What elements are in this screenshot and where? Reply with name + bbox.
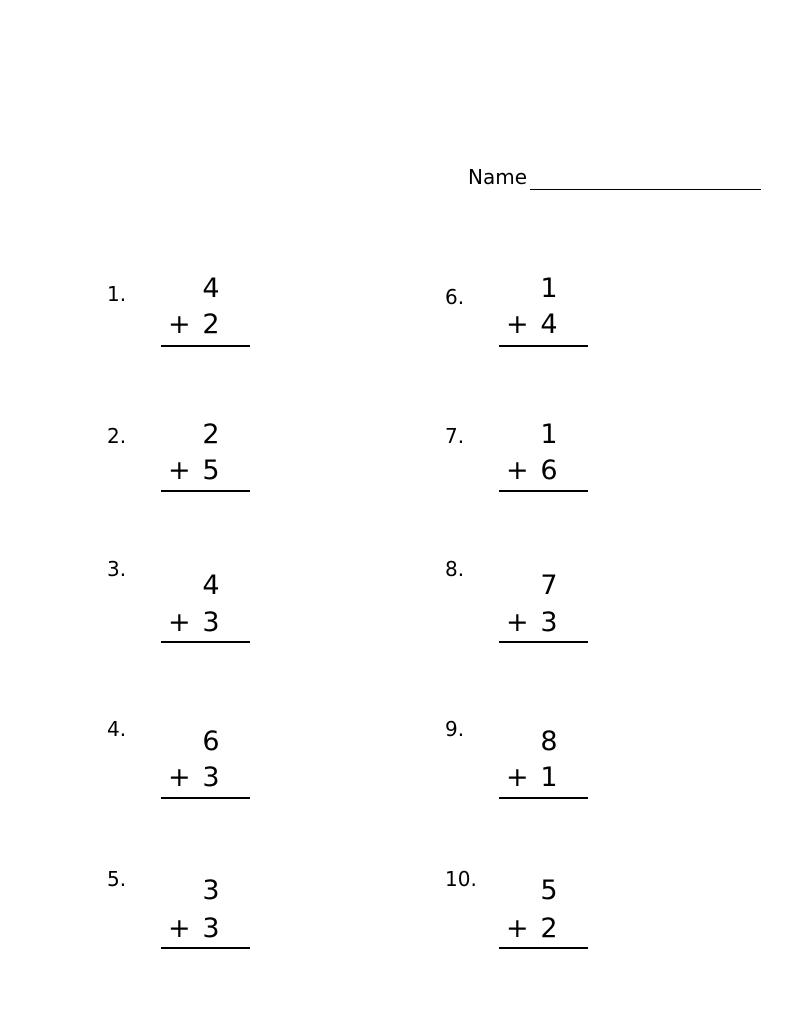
top-addend: 3 <box>202 875 220 906</box>
problem-number: 1. <box>107 282 127 306</box>
plus-sign: + <box>168 913 191 944</box>
top-addend: 6 <box>202 726 220 757</box>
problem-number: 7. <box>445 424 465 448</box>
name-label: Name <box>468 165 528 189</box>
problem-number: 4. <box>107 717 127 741</box>
problem-number: 8. <box>445 557 465 581</box>
plus-sign: + <box>506 309 529 340</box>
answer-line[interactable] <box>161 490 250 492</box>
plus-sign: + <box>506 455 529 486</box>
bottom-addend: 3 <box>202 762 220 793</box>
problem-number: 5. <box>107 867 127 891</box>
name-field-line[interactable] <box>530 189 761 190</box>
plus-sign: + <box>506 607 529 638</box>
answer-line[interactable] <box>161 345 250 347</box>
bottom-addend: 4 <box>540 309 558 340</box>
top-addend: 4 <box>202 273 220 304</box>
top-addend: 8 <box>540 726 558 757</box>
problem-5 <box>107 867 307 987</box>
answer-line[interactable] <box>161 947 250 949</box>
answer-line[interactable] <box>161 641 250 643</box>
problem-number: 3. <box>107 557 127 581</box>
bottom-addend: 3 <box>540 607 558 638</box>
problem-2 <box>107 419 307 544</box>
problem-number: 2. <box>107 424 127 448</box>
bottom-addend: 2 <box>540 913 558 944</box>
problem-7 <box>445 419 645 544</box>
answer-line[interactable] <box>499 947 588 949</box>
top-addend: 7 <box>540 570 558 601</box>
bottom-addend: 6 <box>540 455 558 486</box>
answer-line[interactable] <box>499 345 588 347</box>
bottom-addend: 2 <box>202 309 220 340</box>
problem-6 <box>445 273 645 405</box>
answer-line[interactable] <box>499 490 588 492</box>
problem-10 <box>445 867 645 987</box>
problem-1 <box>107 273 307 402</box>
bottom-addend: 3 <box>202 913 220 944</box>
plus-sign: + <box>506 913 529 944</box>
problem-3 <box>107 557 307 677</box>
problem-number: 9. <box>445 717 465 741</box>
answer-line[interactable] <box>499 641 588 643</box>
problem-9 <box>445 717 645 837</box>
problem-number: 6. <box>445 285 465 309</box>
bottom-addend: 5 <box>202 455 220 486</box>
plus-sign: + <box>506 762 529 793</box>
problem-number: 10. <box>445 867 477 891</box>
answer-line[interactable] <box>499 797 588 799</box>
top-addend: 1 <box>540 273 558 304</box>
problem-8 <box>445 557 645 677</box>
top-addend: 5 <box>540 875 558 906</box>
plus-sign: + <box>168 455 191 486</box>
bottom-addend: 3 <box>202 607 220 638</box>
answer-line[interactable] <box>161 797 250 799</box>
bottom-addend: 1 <box>540 762 558 793</box>
top-addend: 2 <box>202 419 220 450</box>
plus-sign: + <box>168 607 191 638</box>
top-addend: 4 <box>202 570 220 601</box>
plus-sign: + <box>168 762 191 793</box>
top-addend: 1 <box>540 419 558 450</box>
problem-4 <box>107 717 307 837</box>
plus-sign: + <box>168 309 191 340</box>
